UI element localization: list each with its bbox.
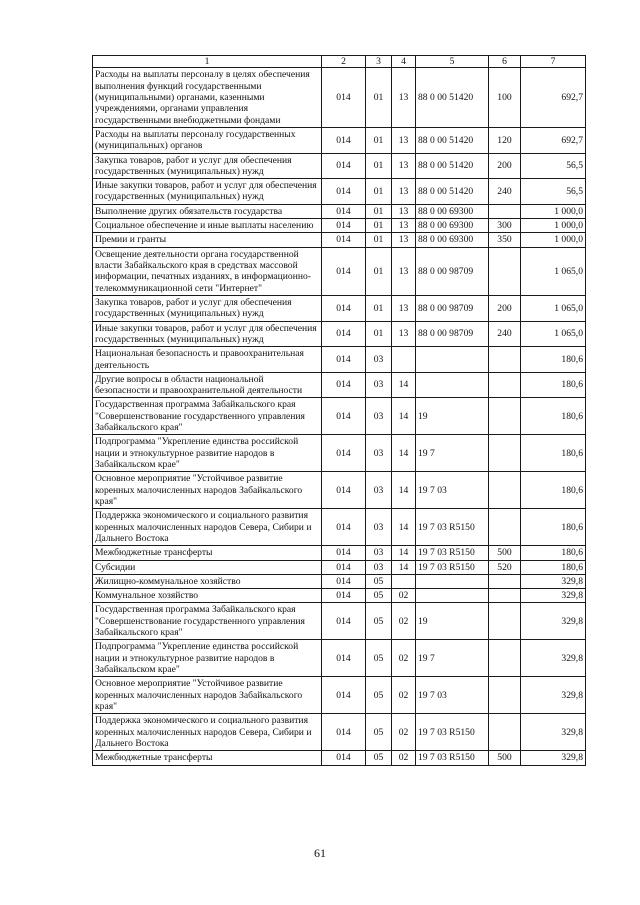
row-amount-cell: 329,8	[521, 640, 586, 677]
row-section-cell: 01	[366, 219, 392, 233]
row-name-cell: Иные закупки товаров, работ и услуг для обеспечения государственных (муниципальных) нужд	[93, 179, 322, 205]
row-subsection-cell: 13	[392, 233, 416, 247]
row-expense-type-cell	[489, 640, 521, 677]
row-section-cell: 01	[366, 179, 392, 205]
row-name-cell: Расходы на выплаты персоналу в целях обеспечения выполнения функций государственными (муниципальными) органами, казенными учреждениями, органами управления государственными внебюджетными фондами	[93, 68, 322, 128]
row-expense-type-cell: 520	[489, 560, 521, 574]
table-row	[93, 179, 586, 205]
row-section-cell: 03	[366, 435, 392, 472]
row-ministry-code-cell: 014	[322, 179, 366, 205]
row-name-cell: Закупка товаров, работ и услуг для обеспечения государственных (муниципальных) нужд	[93, 295, 322, 321]
row-subsection-cell: 02	[392, 640, 416, 677]
row-section-cell: 01	[366, 68, 392, 128]
row-ministry-code-cell: 014	[322, 372, 366, 398]
row-ministry-code-cell: 014	[322, 204, 366, 218]
row-name-cell: Государственная программа Забайкальского края "Совершенствование государственного управления Забайкальского края"	[93, 398, 322, 435]
row-subsection-cell: 14	[392, 509, 416, 546]
row-name-cell: Премии и гранты	[93, 233, 322, 247]
row-expense-type-cell	[489, 574, 521, 588]
row-name-cell: Жилищно-коммунальное хозяйство	[93, 574, 322, 588]
table-row	[93, 372, 586, 398]
row-section-cell: 05	[366, 603, 392, 640]
row-ministry-code-cell: 014	[322, 640, 366, 677]
row-target-article-cell: 19 7 03	[416, 472, 489, 509]
header-cell: 2	[322, 56, 366, 68]
row-amount-cell: 1 065,0	[521, 321, 586, 347]
row-section-cell: 03	[366, 372, 392, 398]
row-section-cell: 05	[366, 714, 392, 751]
row-expense-type-cell	[489, 247, 521, 295]
row-expense-type-cell: 350	[489, 233, 521, 247]
row-section-cell: 01	[366, 153, 392, 179]
table-row	[93, 677, 586, 714]
row-expense-type-cell	[489, 398, 521, 435]
table-row	[93, 472, 586, 509]
row-subsection-cell: 13	[392, 127, 416, 153]
row-expense-type-cell	[489, 589, 521, 603]
row-ministry-code-cell: 014	[322, 546, 366, 560]
row-section-cell: 01	[366, 204, 392, 218]
row-name-cell: Субсидии	[93, 560, 322, 574]
row-ministry-code-cell: 014	[322, 68, 366, 128]
row-subsection-cell: 14	[392, 435, 416, 472]
row-amount-cell: 692,7	[521, 68, 586, 128]
row-ministry-code-cell: 014	[322, 219, 366, 233]
row-section-cell: 03	[366, 546, 392, 560]
row-ministry-code-cell: 014	[322, 574, 366, 588]
row-target-article-cell: 88 0 00 51420	[416, 179, 489, 205]
table-row	[93, 546, 586, 560]
row-name-cell: Выполнение других обязательств государства	[93, 204, 322, 218]
row-subsection-cell: 13	[392, 153, 416, 179]
row-section-cell: 03	[366, 509, 392, 546]
row-subsection-cell: 13	[392, 179, 416, 205]
row-amount-cell: 329,8	[521, 589, 586, 603]
table-row	[93, 560, 586, 574]
row-section-cell: 01	[366, 127, 392, 153]
table-row	[93, 153, 586, 179]
row-target-article-cell: 19 7 03 R5150	[416, 560, 489, 574]
row-amount-cell: 329,8	[521, 714, 586, 751]
header-cell: 6	[489, 56, 521, 68]
row-name-cell: Освещение деятельности органа государственной власти Забайкальского края в средствах массовой информации, печатных изданиях, в информационно-телекоммуникационной сети "Интернет"	[93, 247, 322, 295]
row-section-cell: 01	[366, 247, 392, 295]
row-amount-cell: 1 000,0	[521, 233, 586, 247]
row-target-article-cell: 88 0 00 51420	[416, 68, 489, 128]
row-amount-cell: 1 000,0	[521, 204, 586, 218]
row-expense-type-cell	[489, 603, 521, 640]
row-amount-cell: 180,6	[521, 472, 586, 509]
table-row	[93, 640, 586, 677]
row-amount-cell: 180,6	[521, 435, 586, 472]
row-expense-type-cell: 120	[489, 127, 521, 153]
row-ministry-code-cell: 014	[322, 714, 366, 751]
row-subsection-cell: 13	[392, 321, 416, 347]
row-amount-cell: 180,6	[521, 546, 586, 560]
row-target-article-cell	[416, 372, 489, 398]
row-subsection-cell: 02	[392, 603, 416, 640]
row-subsection-cell: 13	[392, 247, 416, 295]
table-row	[93, 751, 586, 765]
row-name-cell: Межбюджетные трансферты	[93, 546, 322, 560]
row-ministry-code-cell: 014	[322, 398, 366, 435]
row-section-cell: 03	[366, 472, 392, 509]
row-subsection-cell: 14	[392, 560, 416, 574]
table-row	[93, 247, 586, 295]
row-expense-type-cell	[489, 347, 521, 373]
row-amount-cell: 180,6	[521, 372, 586, 398]
header-cell: 3	[366, 56, 392, 68]
row-amount-cell: 56,5	[521, 179, 586, 205]
row-expense-type-cell	[489, 204, 521, 218]
row-expense-type-cell	[489, 677, 521, 714]
row-subsection-cell: 13	[392, 204, 416, 218]
row-section-cell: 01	[366, 233, 392, 247]
row-section-cell: 03	[366, 347, 392, 373]
table-row	[93, 509, 586, 546]
table-row	[93, 321, 586, 347]
row-subsection-cell: 02	[392, 714, 416, 751]
row-name-cell: Подпрограмма "Укрепление единства российской нации и этнокультурное развитие народов в Забайкальском крае"	[93, 435, 322, 472]
row-amount-cell: 1 065,0	[521, 295, 586, 321]
table-row	[93, 233, 586, 247]
table-body	[93, 56, 586, 766]
row-section-cell: 05	[366, 677, 392, 714]
row-target-article-cell: 88 0 00 98709	[416, 247, 489, 295]
table-header-row	[93, 56, 586, 68]
table-row	[93, 398, 586, 435]
row-name-cell: Другие вопросы в области национальной безопасности и правоохранительной деятельности	[93, 372, 322, 398]
row-target-article-cell: 19	[416, 603, 489, 640]
row-ministry-code-cell: 014	[322, 295, 366, 321]
row-ministry-code-cell: 014	[322, 435, 366, 472]
row-expense-type-cell	[489, 372, 521, 398]
row-name-cell: Поддержка экономического и социального развития коренных малочисленных народов Севера, Сибири и Дальнего Востока	[93, 714, 322, 751]
row-section-cell: 05	[366, 751, 392, 765]
row-target-article-cell: 88 0 00 98709	[416, 321, 489, 347]
row-target-article-cell: 88 0 00 69300	[416, 204, 489, 218]
row-subsection-cell: 02	[392, 751, 416, 765]
row-name-cell: Подпрограмма "Укрепление единства российской нации и этнокультурное развитие народов в Забайкальском крае"	[93, 640, 322, 677]
row-section-cell: 03	[366, 560, 392, 574]
row-name-cell: Государственная программа Забайкальского края "Совершенствование государственного управления Забайкальского края"	[93, 603, 322, 640]
row-target-article-cell	[416, 589, 489, 603]
row-expense-type-cell: 240	[489, 321, 521, 347]
row-amount-cell: 56,5	[521, 153, 586, 179]
row-amount-cell: 1 000,0	[521, 219, 586, 233]
table-row	[93, 435, 586, 472]
row-target-article-cell: 88 0 00 69300	[416, 233, 489, 247]
row-ministry-code-cell: 014	[322, 560, 366, 574]
row-name-cell: Коммунальное хозяйство	[93, 589, 322, 603]
header-cell: 4	[392, 56, 416, 68]
table-row	[93, 204, 586, 218]
row-target-article-cell: 19 7 03 R5150	[416, 751, 489, 765]
row-expense-type-cell	[489, 472, 521, 509]
row-ministry-code-cell: 014	[322, 153, 366, 179]
row-subsection-cell: 02	[392, 677, 416, 714]
row-subsection-cell: 14	[392, 372, 416, 398]
row-ministry-code-cell: 014	[322, 127, 366, 153]
row-subsection-cell: 14	[392, 472, 416, 509]
table-row	[93, 574, 586, 588]
row-amount-cell: 180,6	[521, 560, 586, 574]
table-row	[93, 347, 586, 373]
row-ministry-code-cell: 014	[322, 751, 366, 765]
row-target-article-cell: 19 7 03 R5150	[416, 509, 489, 546]
row-amount-cell: 329,8	[521, 574, 586, 588]
row-expense-type-cell: 300	[489, 219, 521, 233]
row-subsection-cell: 14	[392, 398, 416, 435]
row-ministry-code-cell: 014	[322, 472, 366, 509]
row-name-cell: Иные закупки товаров, работ и услуг для обеспечения государственных (муниципальных) нужд	[93, 321, 322, 347]
row-amount-cell: 180,6	[521, 347, 586, 373]
row-section-cell: 05	[366, 574, 392, 588]
row-subsection-cell	[392, 574, 416, 588]
table-row	[93, 219, 586, 233]
row-name-cell: Расходы на выплаты персоналу государственных (муниципальных) органов	[93, 127, 322, 153]
table-row	[93, 295, 586, 321]
row-amount-cell: 180,6	[521, 398, 586, 435]
row-name-cell: Социальное обеспечение и иные выплаты населению	[93, 219, 322, 233]
row-expense-type-cell: 500	[489, 546, 521, 560]
row-amount-cell: 329,8	[521, 751, 586, 765]
row-ministry-code-cell: 014	[322, 677, 366, 714]
row-ministry-code-cell: 014	[322, 589, 366, 603]
row-subsection-cell	[392, 347, 416, 373]
row-amount-cell: 329,8	[521, 603, 586, 640]
row-target-article-cell: 19	[416, 398, 489, 435]
row-target-article-cell: 19 7 03 R5150	[416, 714, 489, 751]
row-ministry-code-cell: 014	[322, 233, 366, 247]
row-section-cell: 03	[366, 398, 392, 435]
row-expense-type-cell	[489, 509, 521, 546]
row-expense-type-cell: 100	[489, 68, 521, 128]
row-expense-type-cell	[489, 714, 521, 751]
row-target-article-cell: 19 7	[416, 435, 489, 472]
row-amount-cell: 692,7	[521, 127, 586, 153]
row-amount-cell: 180,6	[521, 509, 586, 546]
row-subsection-cell: 13	[392, 68, 416, 128]
row-name-cell: Основное мероприятие "Устойчивое развитие коренных малочисленных народов Забайкальского края"	[93, 472, 322, 509]
row-section-cell: 01	[366, 321, 392, 347]
row-ministry-code-cell: 014	[322, 509, 366, 546]
row-ministry-code-cell: 014	[322, 321, 366, 347]
row-target-article-cell: 88 0 00 69300	[416, 219, 489, 233]
row-target-article-cell: 19 7 03	[416, 677, 489, 714]
row-name-cell: Межбюджетные трансферты	[93, 751, 322, 765]
table-row	[93, 589, 586, 603]
row-target-article-cell: 88 0 00 98709	[416, 295, 489, 321]
header-cell: 7	[521, 56, 586, 68]
row-section-cell: 05	[366, 589, 392, 603]
row-subsection-cell: 02	[392, 589, 416, 603]
row-ministry-code-cell: 014	[322, 347, 366, 373]
table-row	[93, 714, 586, 751]
row-expense-type-cell: 240	[489, 179, 521, 205]
row-target-article-cell: 19 7 03 R5150	[416, 546, 489, 560]
row-expense-type-cell	[489, 435, 521, 472]
row-section-cell: 01	[366, 295, 392, 321]
row-subsection-cell: 14	[392, 546, 416, 560]
row-subsection-cell: 13	[392, 295, 416, 321]
row-amount-cell: 1 065,0	[521, 247, 586, 295]
row-section-cell: 05	[366, 640, 392, 677]
row-name-cell: Национальная безопасность и правоохранительная деятельность	[93, 347, 322, 373]
page-number: 61	[314, 846, 326, 860]
row-name-cell: Поддержка экономического и социального развития коренных малочисленных народов Севера, Сибири и Дальнего Востока	[93, 509, 322, 546]
table-row	[93, 127, 586, 153]
budget-table	[92, 55, 586, 766]
row-expense-type-cell: 500	[489, 751, 521, 765]
row-name-cell: Основное мероприятие "Устойчивое развитие коренных малочисленных народов Забайкальского края"	[93, 677, 322, 714]
row-expense-type-cell: 200	[489, 153, 521, 179]
row-amount-cell: 329,8	[521, 677, 586, 714]
table-row	[93, 68, 586, 128]
row-name-cell: Закупка товаров, работ и услуг для обеспечения государственных (муниципальных) нужд	[93, 153, 322, 179]
row-target-article-cell	[416, 347, 489, 373]
header-cell: 5	[416, 56, 489, 68]
row-target-article-cell: 88 0 00 51420	[416, 127, 489, 153]
row-target-article-cell	[416, 574, 489, 588]
row-ministry-code-cell: 014	[322, 603, 366, 640]
row-target-article-cell: 19 7	[416, 640, 489, 677]
table-row	[93, 603, 586, 640]
row-ministry-code-cell: 014	[322, 247, 366, 295]
row-target-article-cell: 88 0 00 51420	[416, 153, 489, 179]
header-cell: 1	[93, 56, 322, 68]
row-subsection-cell: 13	[392, 219, 416, 233]
row-expense-type-cell: 200	[489, 295, 521, 321]
